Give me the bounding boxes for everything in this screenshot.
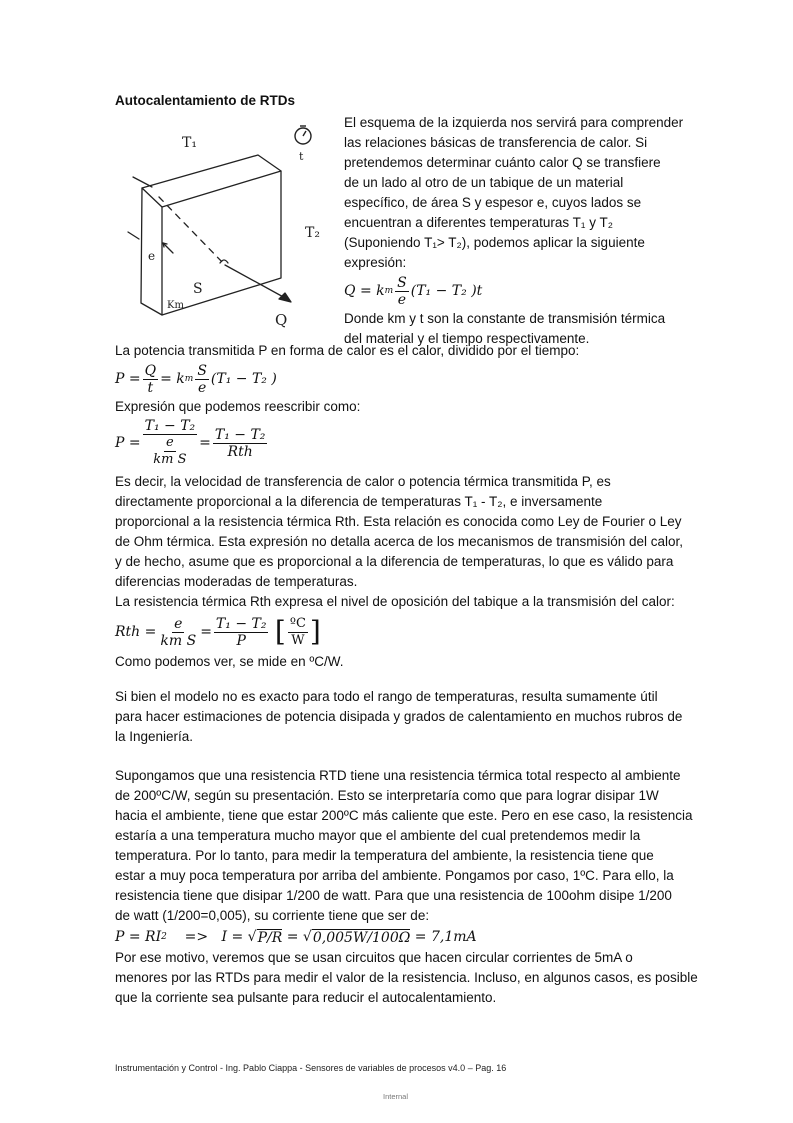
classification-label: Internal	[383, 1092, 409, 1101]
text-line: la Ingeniería.	[115, 729, 194, 744]
figure-label-q: Q	[275, 311, 288, 329]
text-line: Como podemos ver, se mide en ºC/W.	[115, 654, 344, 669]
text-line: Expresión que podemos reescribir como:	[115, 399, 361, 414]
text-line: menores por las RTDs para medir el valor de la resistencia. Incluso, en algunos casos, es posible	[115, 970, 698, 985]
text-line: hacia el ambiente, tiene que estar 200ºC más caliente que este. Pero en ese caso, la resistencia	[115, 808, 693, 823]
text-line: resistencia tiene que disipar 1/200 de watt. Para que una resistencia de 100ohm disipe 1/200	[115, 888, 672, 903]
text-line: de un lado al otro de un tabique de un material	[344, 175, 624, 190]
text-line: de Ohm térmica. Esta expresión no detalla acerca de los mecanismos de transmisión del calor,	[115, 534, 684, 549]
text-line: expresión:	[344, 255, 407, 270]
section-title: Autocalentamiento de RTDs	[115, 93, 296, 108]
figure-label-km: Km	[167, 300, 184, 311]
fourier-paragraph	[115, 472, 683, 672]
text-line: estar a muy poca temperatura por arriba del ambiente. Pongamos por caso, 1ºC. Para ello, la	[115, 868, 674, 883]
equation-p2: P = $\frac{\text{T₁ − T₂}}{\frac{e}{\text{km S}}}$ = $\frac{\text{T₁ − T₂}}{\text{Rth}}$	[115, 418, 266, 467]
text-line: estaría a una temperatura mucho mayor que el ambiente del cual pretendemos medir la	[115, 828, 641, 843]
intro-paragraph	[344, 113, 683, 349]
figure-label-s: S	[193, 281, 203, 297]
figure-label-t2: T₂	[305, 225, 320, 241]
model-paragraph	[115, 687, 682, 747]
rtd-example-paragraph	[115, 766, 698, 1008]
equation-rth: Rth = $\frac{e}{\text{km S}}$ = $\frac{\text{T₁ − T₂}}{P}$ [ $\frac{\text{ºC}}{W}$ ]	[115, 615, 321, 649]
text-line: El esquema de la izquierda nos servirá para comprender	[344, 115, 684, 130]
text-line: Si bien el modelo no es exacto para todo el rango de temperaturas, resulta sumamente útil	[115, 689, 658, 704]
text-line: diferencias moderadas de temperaturas.	[115, 574, 358, 589]
equation-current: P = RI 2 => I = √ P/R = √ 0,005W/100Ω = 7,1mA	[115, 929, 477, 946]
text-line: específico, de área S y espesor e, cuyos lados se	[344, 195, 642, 210]
text-line: Supongamos que una resistencia RTD tiene una resistencia térmica total respecto al ambiente	[115, 768, 681, 783]
heat-transfer-sketch	[115, 115, 340, 330]
text-line: pretendemos determinar cuánto calor Q se transfiere	[344, 155, 661, 170]
equation-p1: P = $\frac{Q}{t}$ = k m $\frac{S}{e}$ (T₁ − T₂ )	[115, 362, 277, 396]
page-footer: Instrumentación y Control - Ing. Pablo Ciappa - Sensores de variables de procesos v4.0 – Pag. 16	[115, 1063, 507, 1073]
text-line: de 200ºC/W, según su presentación. Esto se interpretaría como que para lograr disipar 1W	[115, 788, 659, 803]
text-line: proporcional a la resistencia térmica Rth. Esta relación es conocida como Ley de Fourier o Ley	[115, 514, 682, 529]
text-line: del material y el tiempo respectivamente.	[344, 331, 590, 346]
text-line: de watt (1/200=0,005), su corriente tiene que ser de:	[115, 908, 430, 923]
text-line: y de hecho, asume que es proporcional a la diferencia de temperaturas, lo que es válido para	[115, 554, 674, 569]
figure-label-e: e	[148, 249, 156, 263]
figure-label-t1: T₁	[182, 135, 197, 151]
text-line: (Suponiendo T₁> T₂), podemos aplicar la siguiente	[344, 235, 645, 250]
stopwatch-icon	[295, 126, 311, 144]
text-line: La resistencia térmica Rth expresa el nivel de oposición del tabique a la transmisión del calor:	[115, 594, 675, 609]
figure-label-t: t	[299, 150, 304, 163]
equation-q: Q = k m $\frac{S}{e}$ (T₁ − T₂ )t	[344, 274, 483, 308]
text-line: que la corriente sea pulsante para reducir el autocalentamiento.	[115, 990, 497, 1005]
text-line: para hacer estimaciones de potencia disipada y grados de calentamiento en muchos rubros de	[115, 709, 683, 724]
text-line: Es decir, la velocidad de transferencia de calor o potencia térmica transmitida P, es	[115, 474, 611, 489]
text-line: temperatura. Por lo tanto, para medir la temperatura del ambiente, la resistencia tiene que	[115, 848, 654, 863]
text-line: Por ese motivo, veremos que se usan circuitos que hacen circular corrientes de 5mA o	[115, 950, 633, 965]
text-line: directamente proporcional a la diferencia de temperaturas T₁ - T₂, e inversamente	[115, 494, 603, 509]
text-line: Donde km y t son la constante de transmisión térmica	[344, 311, 666, 326]
text-line: La potencia transmitida P en forma de calor es el calor, dividido por el tiempo:	[115, 343, 580, 358]
power-section	[115, 341, 579, 469]
text-line: las relaciones básicas de transferencia de calor. Si	[344, 135, 648, 150]
text-line: encuentran a diferentes temperaturas T₁ y T₂	[344, 215, 613, 230]
